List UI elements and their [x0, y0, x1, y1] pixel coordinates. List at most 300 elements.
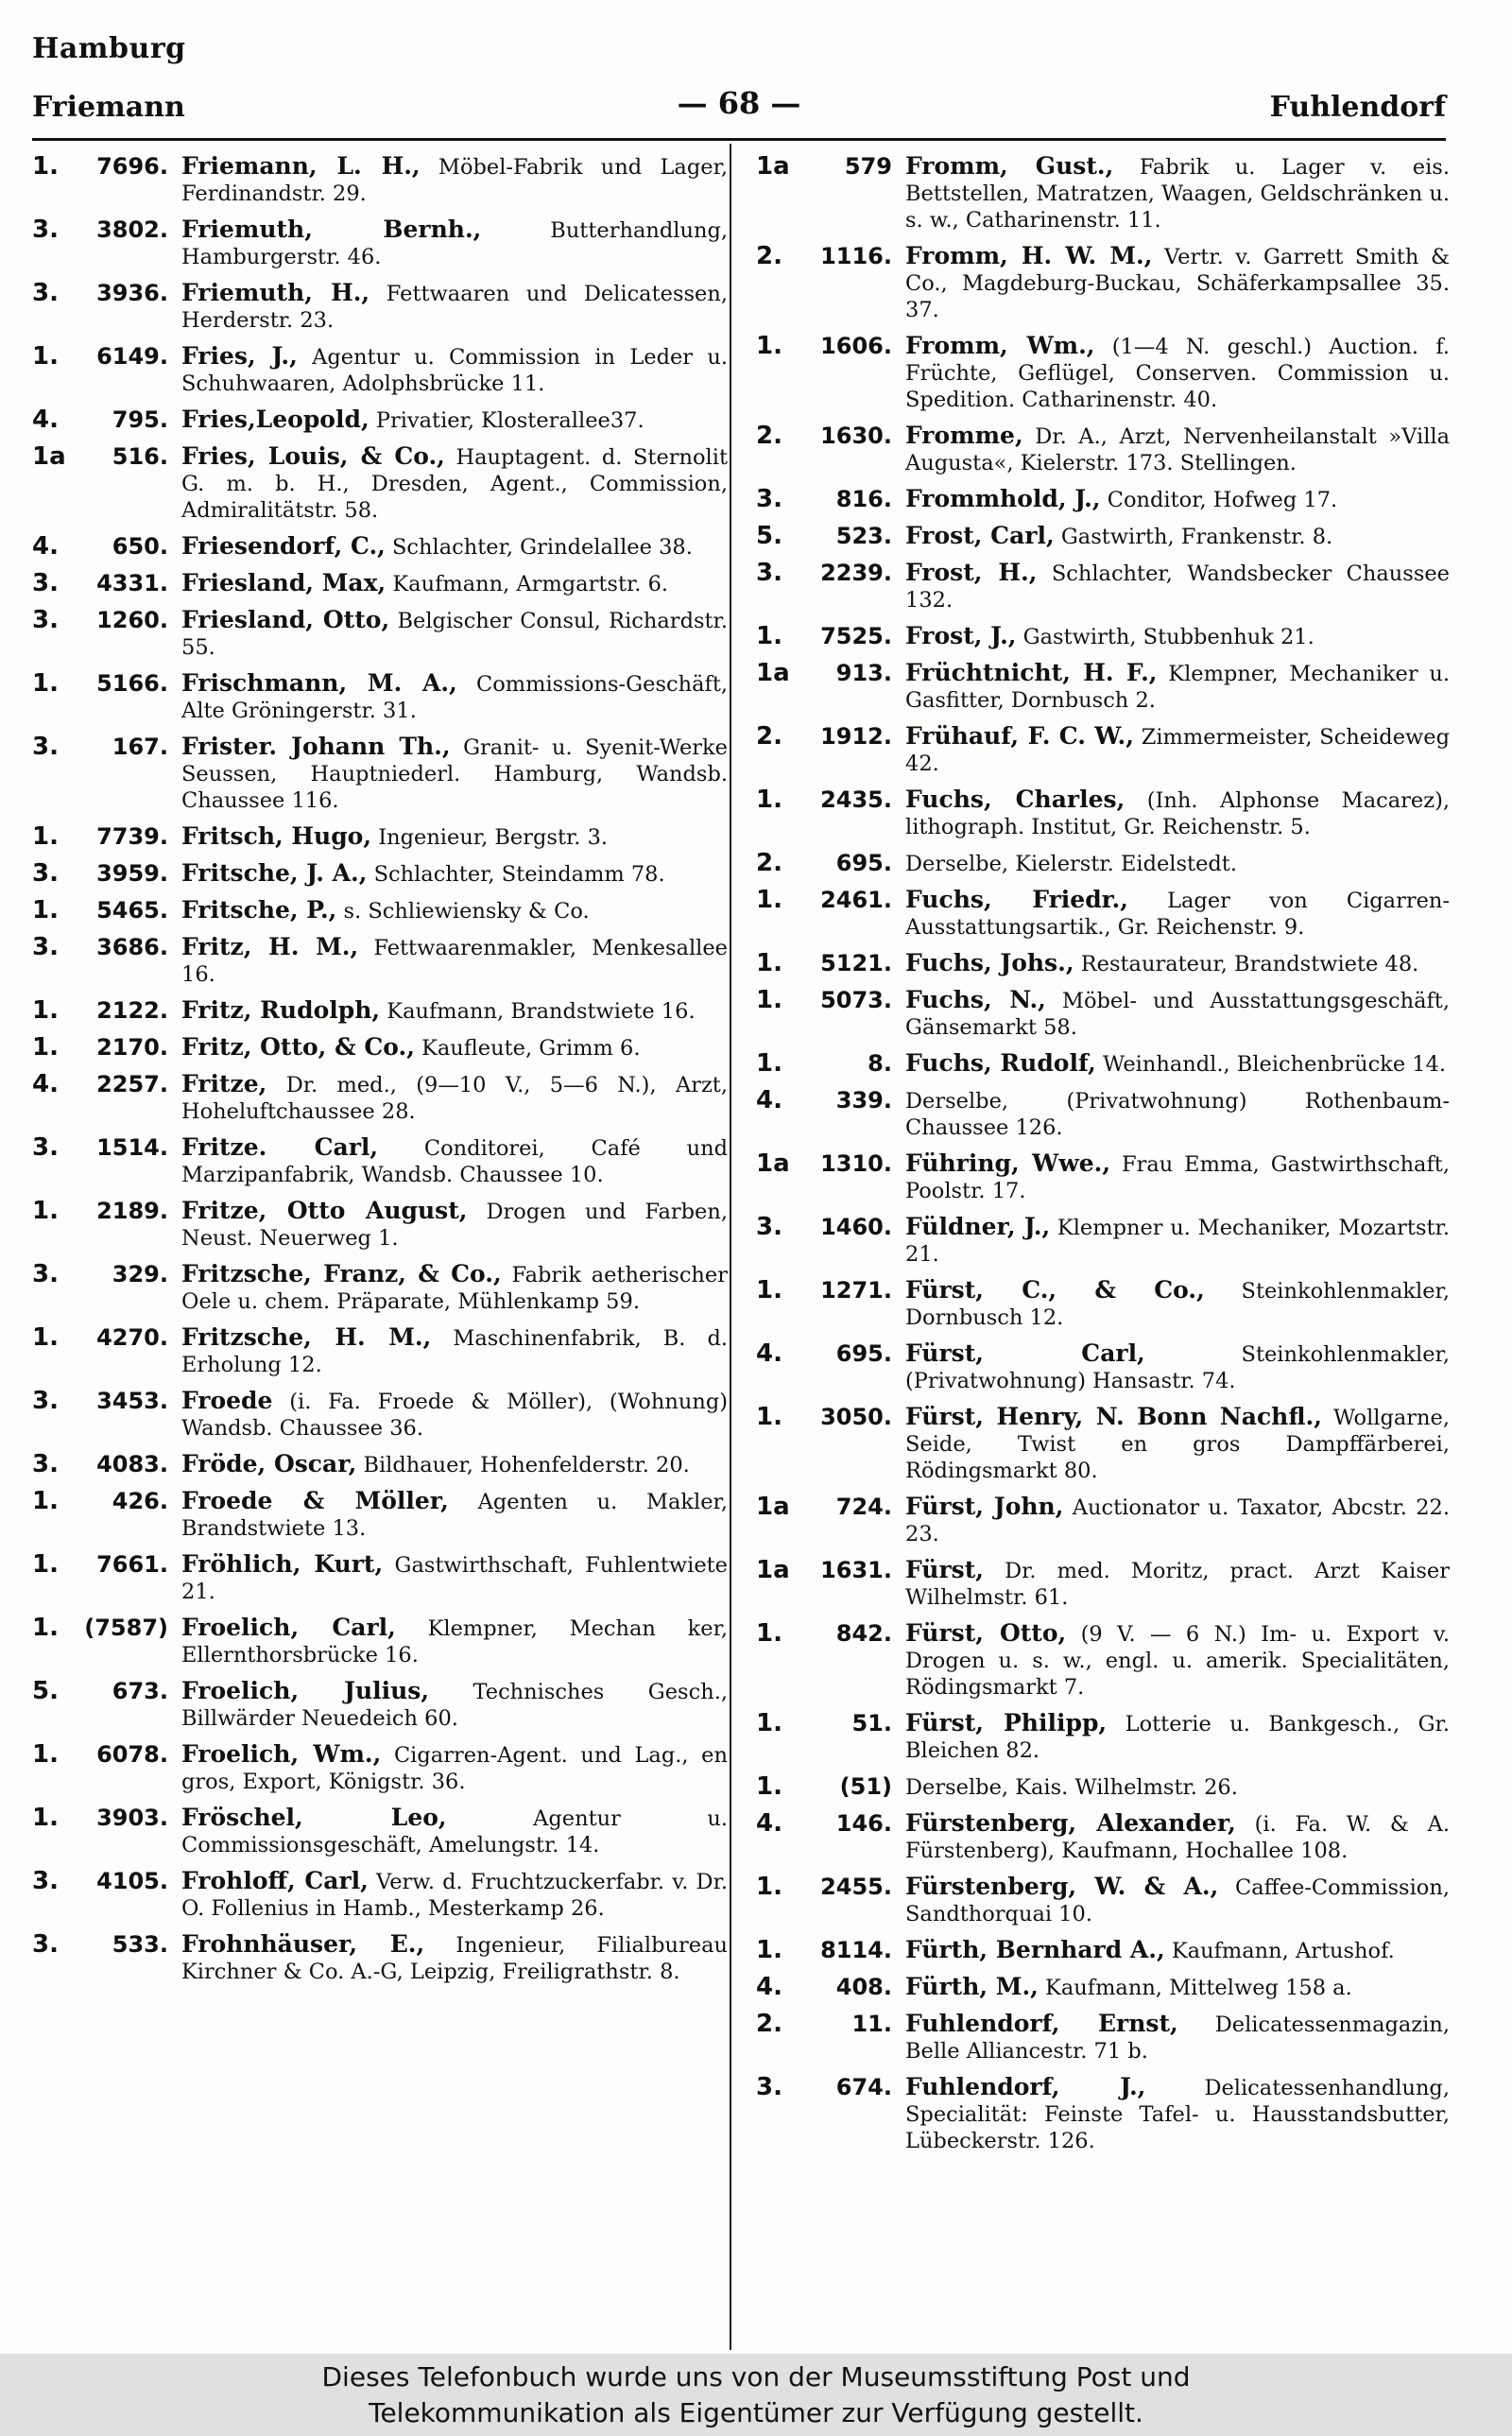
subscriber-details: Maschinenfabrik, B. d. Erholung 12.: [181, 1326, 729, 1377]
directory-entry: [32, 1198, 728, 1252]
directory-entry: [756, 1214, 1450, 1268]
subscriber-name: Friemuth, Bernh.,: [181, 216, 482, 243]
directory-entry: [756, 623, 1450, 650]
subscriber-name: Fritzsche, Franz, & Co.,: [181, 1260, 502, 1287]
subscriber-details: Kaufmann, Brandstwiete 16.: [387, 999, 696, 1024]
entry-text: [181, 570, 728, 597]
entry-text: [905, 560, 1450, 613]
subscriber-name: Fritze, Otto August,: [181, 1197, 468, 1224]
line-class: 5.: [756, 522, 782, 550]
line-class: 1.: [32, 1614, 59, 1642]
city-heading: Hamburg: [32, 32, 186, 65]
line-class: 3.: [32, 216, 59, 244]
subscriber-details: Gastwirth, Stubbenhuk 21.: [1022, 625, 1314, 649]
entry-text: [181, 443, 728, 524]
line-class: 1.: [756, 1772, 782, 1801]
line-class: 3.: [32, 733, 59, 761]
entry-text: [181, 280, 728, 334]
phone-number: 167.: [112, 734, 168, 760]
subscriber-name: Froelich, Carl,: [181, 1614, 396, 1641]
phone-number: 4270.: [96, 1324, 168, 1351]
directory-entry: [756, 423, 1450, 476]
entry-text: [905, 333, 1450, 413]
directory-entry: [32, 1741, 728, 1795]
line-class: 1.: [756, 622, 782, 650]
line-class: 3.: [32, 279, 59, 307]
phone-number: 7696.: [96, 153, 168, 180]
phone-number: 1606.: [820, 333, 892, 359]
phone-number: 7661.: [96, 1551, 168, 1578]
phone-number: 4331.: [96, 570, 168, 596]
line-class: 3.: [32, 1930, 59, 1959]
directory-entry: [756, 1773, 1450, 1801]
subscriber-name: Fürst, Carl,: [905, 1339, 1145, 1367]
entry-text: [905, 660, 1450, 714]
directory-entry: [756, 1810, 1450, 1864]
subscriber-name: Froede: [181, 1387, 273, 1414]
subscriber-name: Fritze,: [181, 1070, 267, 1097]
line-class: 3.: [756, 485, 782, 513]
phone-number: 1260.: [96, 607, 168, 633]
line-class: 4.: [32, 406, 59, 434]
entry-text: [181, 1741, 728, 1795]
phone-number: 1912.: [820, 723, 892, 750]
subscriber-name: Fürst, Philipp,: [905, 1709, 1108, 1736]
subscriber-name: Fromm, H. W. M.,: [905, 242, 1153, 269]
subscriber-name: Froede & Möller,: [181, 1487, 449, 1514]
subscriber-name: Frister. Johann Th.,: [181, 733, 451, 760]
phone-number: 816.: [835, 486, 892, 512]
directory-entry: [756, 1277, 1450, 1331]
entry-text: [905, 1340, 1450, 1394]
directory-entry: [32, 934, 728, 988]
subscriber-details: Dr. med. Moritz, pract. Arzt Kaiser Wilhelmstr. 61.: [905, 1559, 1450, 1610]
phone-number: 1116.: [820, 243, 892, 269]
line-class: 4.: [32, 1070, 59, 1098]
directory-entry: [756, 850, 1450, 877]
phone-number: 3936.: [96, 280, 168, 306]
directory-entry: [32, 343, 728, 397]
subscriber-name: Fries,Leopold,: [181, 406, 369, 433]
entry-text: [181, 1805, 728, 1858]
line-class: 1.: [32, 1033, 59, 1062]
phone-number: 4083.: [96, 1451, 168, 1477]
subscriber-details: Wollgarne, Seide, Twist en gros Dampffärberei, Rödingsmarkt 80.: [905, 1406, 1451, 1483]
line-class: 2.: [756, 422, 782, 450]
directory-entry: [32, 1551, 728, 1605]
header-rule: [32, 138, 1446, 141]
subscriber-details: Fabrik u. Lager v. eis. Bettstellen, Matratzen, Waagen, Geldschränken u. s. w., Catharinenstr. 11.: [905, 155, 1451, 233]
subscriber-name: Friesland, Max,: [181, 569, 387, 596]
subscriber-details: Cigarren-Agent. und Lag., en gros, Export, Königstr. 36.: [181, 1743, 728, 1794]
subscriber-name: Fröde, Oscar,: [181, 1450, 357, 1477]
entry-text: [905, 1557, 1450, 1611]
subscriber-details: Dr. A., Arzt, Nervenheilanstalt »Villa Augusta«, Kielerstr. 173. Stellingen.: [905, 424, 1450, 475]
subscriber-details: Lager von Cigarren-Ausstattungsartik., Gr. Reichenstr. 9.: [905, 889, 1451, 940]
subscriber-details: Delicatessenmagazin, Belle Alliancestr. 71 b.: [905, 2013, 1450, 2064]
subscriber-name: Fritsche, P.,: [181, 896, 337, 924]
directory-entry: [756, 2011, 1450, 2065]
entry-text: [181, 1488, 728, 1542]
entry-text: [181, 734, 728, 814]
subscriber-name: Friesland, Otto,: [181, 606, 390, 633]
entry-text: [905, 1087, 1450, 1141]
subscriber-details: (i. Fa. Froede & Möller), (Wohnung) Wandsb. Chaussee 36.: [181, 1390, 728, 1441]
entry-text: [181, 1931, 728, 1985]
directory-entry: [32, 216, 728, 270]
line-class: 3.: [32, 1867, 59, 1895]
entry-text: [905, 1810, 1450, 1864]
subscriber-details: Agenten u. Makler, Brandstwiete 13.: [181, 1490, 728, 1541]
directory-entry: [32, 1388, 728, 1442]
subscriber-details: Derselbe, Kielerstr. Eidelstedt.: [905, 852, 1237, 876]
page-number: — 68 —: [677, 85, 801, 121]
line-class: 3.: [756, 1213, 782, 1241]
entry-text: [905, 850, 1450, 877]
subscriber-name: Fuchs, Friedr.,: [905, 886, 1128, 913]
entry-text: [181, 343, 728, 397]
phone-number: 146.: [835, 1810, 892, 1837]
subscriber-name: Fuhlendorf, Ernst,: [905, 2010, 1178, 2037]
subscriber-details: Steinkohlenmakler, Dornbusch 12.: [905, 1279, 1450, 1330]
phone-number: 5073.: [820, 987, 892, 1013]
footer-notice: [0, 2354, 1512, 2436]
subscriber-details: Butterhandlung, Hamburgerstr. 46.: [181, 218, 728, 269]
subscriber-details: Privatier, Klosterallee37.: [375, 408, 644, 433]
subscriber-name: Fromme,: [905, 422, 1023, 449]
entry-text: [905, 243, 1450, 323]
subscriber-details: Möbel-Fabrik und Lager, Ferdinandstr. 29.: [181, 155, 729, 206]
line-class: 4.: [756, 1973, 782, 2001]
subscriber-details: Conditorei, Café und Marzipanfabrik, Wandsb. Chaussee 10.: [181, 1136, 728, 1187]
entry-text: [905, 1620, 1450, 1701]
phone-number: 673.: [112, 1678, 168, 1704]
entry-text: [905, 2011, 1450, 2065]
entry-text: [181, 607, 728, 661]
entry-text: [181, 153, 728, 207]
phone-number: 7739.: [96, 823, 168, 850]
line-class: 1a: [32, 442, 66, 471]
subscriber-name: Fritz, Rudolph,: [181, 996, 381, 1024]
phone-number: 523.: [835, 523, 892, 549]
directory-entry: [756, 786, 1450, 840]
directory-entry: [32, 1678, 728, 1732]
entry-text: [905, 1404, 1450, 1484]
phone-number: 579: [844, 153, 892, 180]
subscriber-details: Verw. d. Fruchtzuckerfabr. v. Dr. O. Follenius in Hamb., Mesterkamp 26.: [181, 1870, 729, 1921]
directory-entry: [32, 570, 728, 597]
phone-number: 913.: [835, 660, 892, 686]
phone-number: 339.: [835, 1087, 892, 1114]
line-class: 2.: [756, 722, 782, 751]
subscriber-details: Weinhandl., Bleichenbrücke 14.: [1103, 1052, 1447, 1077]
subscriber-details: Technisches Gesch., Billwärder Neuedeich 60.: [181, 1680, 728, 1731]
line-class: 1.: [756, 1936, 782, 1964]
phone-number: 5465.: [96, 897, 168, 924]
subscriber-name: Fritz, H. M.,: [181, 933, 359, 960]
subscriber-name: Fries, Louis, & Co.,: [181, 442, 445, 470]
phone-number: 11.: [851, 2011, 892, 2037]
subscriber-name: Fuchs, N.,: [905, 986, 1046, 1013]
directory-entry: [756, 660, 1450, 714]
directory-entry: [32, 823, 728, 851]
subscriber-details: Kaufmann, Mittelweg 158 a.: [1045, 1976, 1352, 2000]
directory-entry: [32, 897, 728, 924]
line-class: 1.: [32, 896, 59, 924]
subscriber-name: Frohnhäuser, E.,: [181, 1930, 425, 1958]
line-class: 1.: [756, 949, 782, 977]
left-column: [32, 153, 728, 1995]
phone-number: 426.: [112, 1488, 168, 1514]
directory-entry: [32, 1805, 728, 1858]
directory-entry: [756, 1340, 1450, 1394]
phone-number: 2455.: [820, 1874, 892, 1900]
subscriber-details: Fettwaarenmakler, Menkesallee 16.: [181, 936, 728, 987]
subscriber-details: Ingenieur, Filialbureau Kirchner & Co. A.-G, Leipzig, Freiligrathstr. 8.: [181, 1933, 728, 1984]
entry-text: [905, 523, 1450, 550]
entry-text: [181, 1034, 728, 1062]
entry-text: [181, 1388, 728, 1442]
directory-entry: [756, 486, 1450, 513]
directory-entry: [756, 1937, 1450, 1964]
entry-text: [905, 1710, 1450, 1764]
entry-text: [181, 934, 728, 988]
directory-entry: [32, 533, 728, 561]
line-class: 3.: [32, 1260, 59, 1288]
subscriber-name: Fromm, Gust.,: [905, 152, 1114, 180]
directory-entry: [32, 1034, 728, 1062]
entry-text: [905, 486, 1450, 513]
entry-text: [181, 1324, 728, 1378]
subscriber-name: Froelich, Julius,: [181, 1677, 430, 1704]
line-class: 1.: [756, 786, 782, 814]
entry-text: [905, 623, 1450, 650]
directory-entry: [32, 860, 728, 888]
line-class: 4.: [32, 532, 59, 561]
entry-text: [905, 950, 1450, 977]
subscriber-details: Schlachter, Steindamm 78.: [373, 862, 665, 887]
line-class: 1.: [32, 152, 59, 181]
phone-number: 8114.: [820, 1937, 892, 1963]
subscriber-name: Fürst, Otto,: [905, 1619, 1067, 1647]
directory-entry: [32, 1451, 728, 1478]
subscriber-name: Fritz, Otto, & Co.,: [181, 1033, 415, 1061]
directory-entry: [32, 1071, 728, 1125]
line-class: 1a: [756, 1149, 790, 1178]
line-class: 5.: [32, 1677, 59, 1705]
subscriber-name: Fritsche, J. A.,: [181, 859, 368, 887]
directory-entry: [32, 997, 728, 1025]
subscriber-details: Klempner, Mechaniker u. Gasfitter, Dornbusch 2.: [905, 662, 1450, 713]
directory-entry: [756, 1620, 1450, 1701]
line-class: 1a: [756, 659, 790, 687]
subscriber-details: Frau Emma, Gastwirthschaft, Poolstr. 17.: [905, 1152, 1450, 1203]
directory-entry: [32, 443, 728, 524]
line-class: 3.: [32, 1387, 59, 1415]
entry-text: [181, 1261, 728, 1315]
entry-text: [181, 823, 728, 851]
line-class: 1.: [756, 1049, 782, 1078]
phone-number: 3959.: [96, 860, 168, 887]
phone-number: 795.: [112, 406, 168, 433]
phone-number: 2170.: [96, 1034, 168, 1061]
subscriber-name: Frost, Carl,: [905, 522, 1055, 549]
entry-text: [905, 1974, 1450, 2001]
directory-entry: [32, 1324, 728, 1378]
subscriber-name: Fuchs, Johs.,: [905, 949, 1074, 976]
phone-number: 2435.: [820, 786, 892, 813]
column-divider: [730, 144, 731, 2350]
subscriber-name: Frohloff, Carl,: [181, 1867, 369, 1894]
directory-entry: [32, 670, 728, 724]
subscriber-name: Fritze. Carl,: [181, 1133, 379, 1161]
subscriber-name: Fuhlendorf, J.,: [905, 2073, 1146, 2100]
subscriber-name: Frischmann, M. A.,: [181, 669, 457, 697]
subscriber-name: Fürst, Henry, N. Bonn Nachfl.,: [905, 1403, 1322, 1430]
phone-number: (51): [839, 1773, 892, 1800]
phone-number: 3903.: [96, 1805, 168, 1831]
line-class: 1a: [756, 152, 790, 181]
directory-entry: [32, 1931, 728, 1985]
phone-number: 516.: [112, 443, 168, 470]
subscriber-details: Schlachter, Wandsbecker Chaussee 132.: [905, 561, 1450, 613]
phone-number: 1630.: [820, 423, 892, 449]
subscriber-name: Froelich, Wm.,: [181, 1740, 382, 1768]
directory-entry: [756, 950, 1450, 977]
header-last-entry: Fuhlendorf: [1269, 91, 1446, 124]
phone-number: 724.: [835, 1494, 892, 1520]
line-class: 1.: [32, 822, 59, 851]
line-class: 1.: [32, 1740, 59, 1769]
entry-text: [905, 1874, 1450, 1927]
subscriber-name: Friemuth, H.,: [181, 279, 370, 306]
subscriber-name: Fritsch, Hugo,: [181, 822, 372, 850]
directory-entry: [756, 1874, 1450, 1927]
directory-entry: [32, 1134, 728, 1188]
directory-entry: [32, 734, 728, 814]
subscriber-details: Delicatessenhandlung, Specialität: Feinste Tafel- u. Hausstandsbutter, Lübeckerstr. 126.: [905, 2076, 1450, 2153]
phone-number: 2257.: [96, 1071, 168, 1097]
subscriber-name: Fürst, John,: [905, 1493, 1064, 1520]
entry-text: [181, 1678, 728, 1732]
directory-entry: [756, 1494, 1450, 1547]
directory-entry: [756, 1557, 1450, 1611]
line-class: 4.: [756, 1809, 782, 1838]
line-class: 1.: [756, 1403, 782, 1431]
entry-text: [905, 1214, 1450, 1268]
subscriber-details: Gastwirthschaft, Fuhlentwiete 21.: [181, 1553, 728, 1604]
line-class: 3.: [32, 1450, 59, 1478]
footer-line-2: Telekommunikation als Eigentümer zur Verfügung gestellt.: [369, 2397, 1143, 2428]
entry-text: [181, 406, 728, 434]
directory-entry: [32, 406, 728, 434]
entry-text: [905, 1150, 1450, 1204]
phone-number: 4105.: [96, 1868, 168, 1894]
line-class: 1.: [756, 332, 782, 360]
directory-entry: [32, 1488, 728, 1542]
phone-number: 2189.: [96, 1198, 168, 1224]
entry-text: [905, 1937, 1450, 1964]
phone-number: 1271.: [820, 1277, 892, 1304]
subscriber-name: Fürth, Bernhard A.,: [905, 1936, 1165, 1963]
subscriber-details: Dr. med., (9—10 V., 5—6 N.), Arzt, Hoheluftchaussee 28.: [181, 1073, 728, 1124]
subscriber-details: Bildhauer, Hohenfelderstr. 20.: [363, 1453, 690, 1477]
entry-text: [905, 1050, 1450, 1078]
subscriber-name: Fürth, M.,: [905, 1973, 1039, 2000]
phone-number: 842.: [835, 1620, 892, 1647]
subscriber-name: Frost, J.,: [905, 622, 1017, 649]
phone-number: 695.: [835, 850, 892, 876]
entry-text: [905, 786, 1450, 840]
subscriber-details: Kaufleute, Grimm 6.: [421, 1036, 641, 1061]
phone-number: 650.: [112, 533, 168, 560]
subscriber-name: Führing, Wwe.,: [905, 1149, 1111, 1177]
subscriber-details: (9 V. — 6 N.) Im- u. Export v. Drogen u. s. w., engl. u. amerik. Specialitäten, Rödingsmarkt 7.: [905, 1622, 1450, 1700]
line-class: 1.: [756, 886, 782, 914]
subscriber-name: Fritzsche, H. M.,: [181, 1323, 432, 1351]
directory-entry: [756, 523, 1450, 550]
phone-number: (7587): [84, 1615, 168, 1641]
subscriber-name: Fromm, Wm.,: [905, 332, 1095, 359]
subscriber-details: Belgischer Consul, Richardstr. 55.: [181, 609, 728, 660]
subscriber-name: Fuchs, Charles,: [905, 786, 1125, 813]
running-header: [32, 85, 1446, 129]
footer-line-1: Dieses Telefonbuch wurde uns von der Museumsstiftung Post und: [321, 2361, 1191, 2393]
subscriber-details: Kaufmann, Artushof.: [1171, 1939, 1395, 1963]
line-class: 2.: [756, 242, 782, 270]
entry-text: [905, 1773, 1450, 1801]
phone-number: 3453.: [96, 1388, 168, 1414]
phone-number: 5121.: [820, 950, 892, 976]
subscriber-name: Fürst, C., & Co.,: [905, 1276, 1205, 1304]
line-class: 1.: [32, 1323, 59, 1352]
phone-number: 1460.: [820, 1214, 892, 1240]
phone-number: 6149.: [96, 343, 168, 370]
subscriber-name: Fürst,: [905, 1556, 984, 1583]
entry-text: [905, 153, 1450, 233]
line-class: 1.: [756, 1873, 782, 1901]
phone-number: 3802.: [96, 216, 168, 243]
directory-entry: [32, 153, 728, 207]
phone-number: 2239.: [820, 560, 892, 586]
subscriber-name: Fröschel, Leo,: [181, 1804, 447, 1831]
directory-entry: [756, 1050, 1450, 1078]
entry-text: [181, 997, 728, 1025]
subscriber-details: (Inh. Alphonse Macarez), lithograph. Institut, Gr. Reichenstr. 5.: [905, 788, 1451, 839]
phone-number: 408.: [835, 1974, 892, 2000]
entry-text: [181, 1551, 728, 1605]
subscriber-name: Friemann, L. H.,: [181, 152, 421, 180]
directory-entry: [756, 153, 1450, 233]
directory-entry: [756, 887, 1450, 941]
subscriber-details: Kaufmann, Armgartstr. 6.: [392, 572, 669, 596]
subscriber-details: Ingenieur, Bergstr. 3.: [378, 825, 609, 850]
subscriber-details: Agentur u. Commission in Leder u. Schuhwaaren, Adolphsbrücke 11.: [181, 345, 728, 396]
phone-number: 51.: [851, 1710, 892, 1736]
header-first-entry: Friemann: [32, 91, 185, 124]
subscriber-name: Frühauf, F. C. W.,: [905, 722, 1134, 750]
subscriber-name: Fürstenberg, W. & A.,: [905, 1873, 1219, 1900]
line-class: 1.: [756, 1276, 782, 1304]
subscriber-details: Derselbe, Kais. Wilhelmstr. 26.: [905, 1775, 1238, 1800]
entry-text: [181, 216, 728, 270]
subscriber-details: Conditor, Hofweg 17.: [1107, 488, 1338, 512]
subscriber-details: (i. Fa. W. & A. Fürstenberg), Kaufmann, Hochallee 108.: [905, 1812, 1450, 1863]
subscriber-details: Lotterie u. Bankgesch., Gr. Bleichen 82.: [905, 1712, 1450, 1763]
subscriber-details: Fabrik aetherischer Oele u. chem. Präparate, Mühlenkamp 59.: [181, 1263, 728, 1314]
subscriber-details: Möbel- und Ausstattungsgeschäft, Gänsemarkt 58.: [905, 989, 1451, 1040]
line-class: 1.: [756, 986, 782, 1014]
